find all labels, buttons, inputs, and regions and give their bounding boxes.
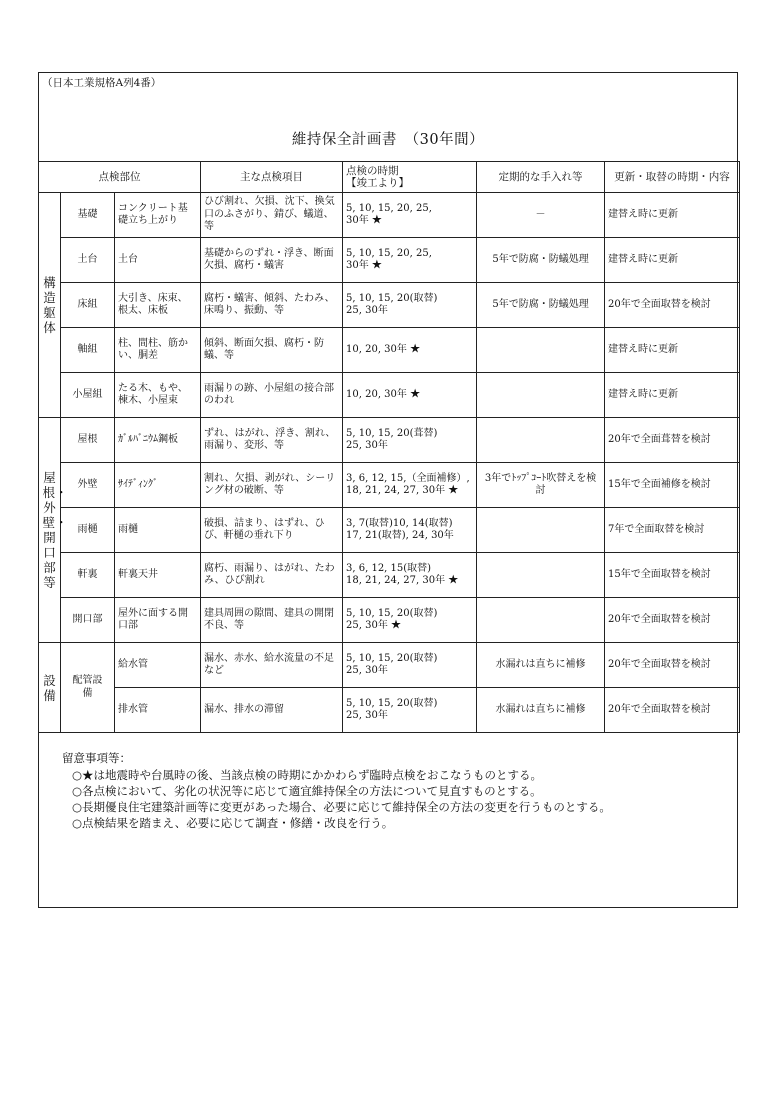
cell-timing: 3, 6, 12, 15,（全面補修）, 18, 21, 24, 27, 30年 ★ bbox=[343, 463, 477, 508]
table-row bbox=[39, 688, 740, 733]
notes-title: 留意事項等： bbox=[62, 751, 131, 765]
header-items: 主な点検項目 bbox=[201, 162, 343, 193]
header-maintenance: 定期的な手入れ等 bbox=[477, 162, 605, 193]
cell-part: 大引き、床束、根太、床板 bbox=[115, 283, 201, 328]
cell-part: 軒裏天井 bbox=[115, 553, 201, 598]
cell-items: 破損、詰まり、はずれ、ひび、軒樋の垂れ下り bbox=[201, 508, 343, 553]
paper-standard-label: （日本工業規格A列4番） bbox=[42, 77, 162, 89]
table-row bbox=[39, 238, 740, 283]
cell-part: 雨樋 bbox=[115, 508, 201, 553]
cell-maintenance bbox=[477, 418, 605, 463]
cell-timing: 5, 10, 15, 20(取替) 25, 30年 bbox=[343, 283, 477, 328]
cell-maintenance bbox=[477, 598, 605, 643]
cell-maintenance bbox=[477, 373, 605, 418]
cell-part: ｶﾞﾙﾊﾞﾆｳﾑ鋼板 bbox=[115, 418, 201, 463]
table-row bbox=[39, 283, 740, 328]
cell-items: 建具周囲の隙間、建具の開閉不良、等 bbox=[201, 598, 343, 643]
cell-subpart: 軒裏 bbox=[61, 553, 115, 598]
cell-subpart: 土台 bbox=[61, 238, 115, 283]
cell-subpart: 外壁 bbox=[61, 463, 115, 508]
cell-part: コンクリート基礎立ち上がり bbox=[115, 193, 201, 238]
cell-maintenance: 5年で防腐・防蟻処理 bbox=[477, 238, 605, 283]
cell-subpart: 床組 bbox=[61, 283, 115, 328]
cell-items: 基礎からのずれ・浮き、断面欠損、腐朽・蟻害 bbox=[201, 238, 343, 283]
table-row bbox=[39, 508, 740, 553]
cell-part: 柱、間柱、筋かい、胴差 bbox=[115, 328, 201, 373]
notes-section bbox=[62, 750, 611, 831]
cell-renewal: 20年で全面葺替を検討 bbox=[605, 418, 740, 463]
note-item: ○長期優良住宅建築計画等に変更があった場合、必要に応じて維持保全の方法の変更を行うものとする。 bbox=[72, 800, 611, 814]
cell-items: ずれ、はがれ、浮き、割れ、雨漏り、変形、等 bbox=[201, 418, 343, 463]
category-structure: 構造躯体 bbox=[39, 193, 61, 418]
cell-maintenance: － bbox=[477, 193, 605, 238]
cell-renewal: 20年で全面取替を検討 bbox=[605, 643, 740, 688]
document-title: 維持保全計画書 （30年間） bbox=[291, 132, 485, 148]
cell-renewal: 20年で全面取替を検討 bbox=[605, 283, 740, 328]
table-row bbox=[39, 463, 740, 508]
table-header-row bbox=[39, 162, 740, 193]
cell-timing: 3, 6, 12, 15(取替) 18, 21, 24, 27, 30年 ★ bbox=[343, 553, 477, 598]
cell-part: たる木、もや、棟木、小屋束 bbox=[115, 373, 201, 418]
cell-items: ひび割れ、欠損、沈下、換気口のふさがり、錆び、蟻道、等 bbox=[201, 193, 343, 238]
cell-part: ｻｲﾃﾞｨﾝｸﾞ bbox=[115, 463, 201, 508]
cell-renewal: 7年で全面取替を検討 bbox=[605, 508, 740, 553]
cell-renewal: 20年で全面取替を検討 bbox=[605, 598, 740, 643]
cell-timing: 10, 20, 30年 ★ bbox=[343, 328, 477, 373]
category-equipment: 設備 bbox=[39, 643, 61, 733]
cell-subpart: 屋根 bbox=[61, 418, 115, 463]
cell-part: 給水管 bbox=[115, 643, 201, 688]
cell-renewal: 建替え時に更新 bbox=[605, 193, 740, 238]
cell-items: 割れ、欠損、剥がれ、シーリング材の破断、等 bbox=[201, 463, 343, 508]
cell-maintenance bbox=[477, 553, 605, 598]
cell-part: 排水管 bbox=[115, 688, 201, 733]
cell-maintenance bbox=[477, 328, 605, 373]
header-renewal: 更新・取替の時期・内容 bbox=[605, 162, 740, 193]
table-row bbox=[39, 553, 740, 598]
cell-timing: 3, 7(取替)10, 14(取替) 17, 21(取替), 24, 30年 bbox=[343, 508, 477, 553]
cell-timing: 5, 10, 15, 20, 25, 30年 ★ bbox=[343, 238, 477, 283]
cell-part: 屋外に面する開口部 bbox=[115, 598, 201, 643]
cell-timing: 10, 20, 30年 ★ bbox=[343, 373, 477, 418]
cell-timing: 5, 10, 15, 20(取替) 25, 30年 bbox=[343, 688, 477, 733]
cell-items: 傾斜、断面欠損、腐朽・防蟻、等 bbox=[201, 328, 343, 373]
cell-subpart: 小屋組 bbox=[61, 373, 115, 418]
cell-maintenance bbox=[477, 508, 605, 553]
cell-renewal: 建替え時に更新 bbox=[605, 238, 740, 283]
cell-items: 雨漏りの跡、小屋組の接合部のわれ bbox=[201, 373, 343, 418]
cell-subpart: 軸組 bbox=[61, 328, 115, 373]
cell-items: 腐朽・蟻害、傾斜、たわみ、床鳴り、振動、等 bbox=[201, 283, 343, 328]
table-row bbox=[39, 418, 740, 463]
cell-subpart: 雨樋 bbox=[61, 508, 115, 553]
table-row bbox=[39, 193, 740, 238]
cell-timing: 5, 10, 15, 20(取替) 25, 30年 ★ bbox=[343, 598, 477, 643]
table-row bbox=[39, 373, 740, 418]
cell-subpart: 開口部 bbox=[61, 598, 115, 643]
cell-maintenance: 3年でﾄｯﾌﾟｺｰﾄ吹替えを検討 bbox=[477, 463, 605, 508]
cell-part: 土台 bbox=[115, 238, 201, 283]
cell-items: 腐朽、雨漏り、はがれ、たわみ、ひび割れ bbox=[201, 553, 343, 598]
cell-items: 漏水、赤水、給水流量の不足など bbox=[201, 643, 343, 688]
table-row bbox=[39, 328, 740, 373]
cell-subpart: 配管設備 bbox=[61, 643, 115, 733]
note-item: ○点検結果を踏まえ、必要に応じて調査・修繕・改良を行う。 bbox=[72, 816, 394, 830]
header-part: 点検部位 bbox=[39, 162, 201, 193]
cell-subpart: 基礎 bbox=[61, 193, 115, 238]
note-item: ○★は地震時や台風時の後、当該点検の時期にかかわらず臨時点検をおこなうものとする。 bbox=[72, 768, 543, 782]
cell-timing: 5, 10, 15, 20(取替) 25, 30年 bbox=[343, 643, 477, 688]
table-body bbox=[39, 193, 740, 733]
cell-renewal: 建替え時に更新 bbox=[605, 328, 740, 373]
cell-renewal: 建替え時に更新 bbox=[605, 373, 740, 418]
table-row bbox=[39, 643, 740, 688]
category-roof: 屋根・外壁・開口部等 bbox=[39, 418, 61, 643]
cell-maintenance: 水漏れは直ちに補修 bbox=[477, 643, 605, 688]
note-item: ○各点検において、劣化の状況等に応じて適宜維持保全の方法について見直すものとする。 bbox=[72, 784, 542, 798]
cell-timing: 5, 10, 15, 20, 25, 30年 ★ bbox=[343, 193, 477, 238]
cell-renewal: 20年で全面取替を検討 bbox=[605, 688, 740, 733]
header-timing: 点検の時期 【竣工より】 bbox=[343, 162, 477, 193]
cell-maintenance: 水漏れは直ちに補修 bbox=[477, 688, 605, 733]
cell-renewal: 15年で全面補修を検討 bbox=[605, 463, 740, 508]
table-row bbox=[39, 598, 740, 643]
cell-maintenance: 5年で防腐・防蟻処理 bbox=[477, 283, 605, 328]
notes-list bbox=[62, 767, 611, 831]
cell-items: 漏水、排水の滞留 bbox=[201, 688, 343, 733]
cell-renewal: 15年で全面取替を検討 bbox=[605, 553, 740, 598]
maintenance-plan-table bbox=[38, 161, 740, 733]
cell-timing: 5, 10, 15, 20(葺替) 25, 30年 bbox=[343, 418, 477, 463]
